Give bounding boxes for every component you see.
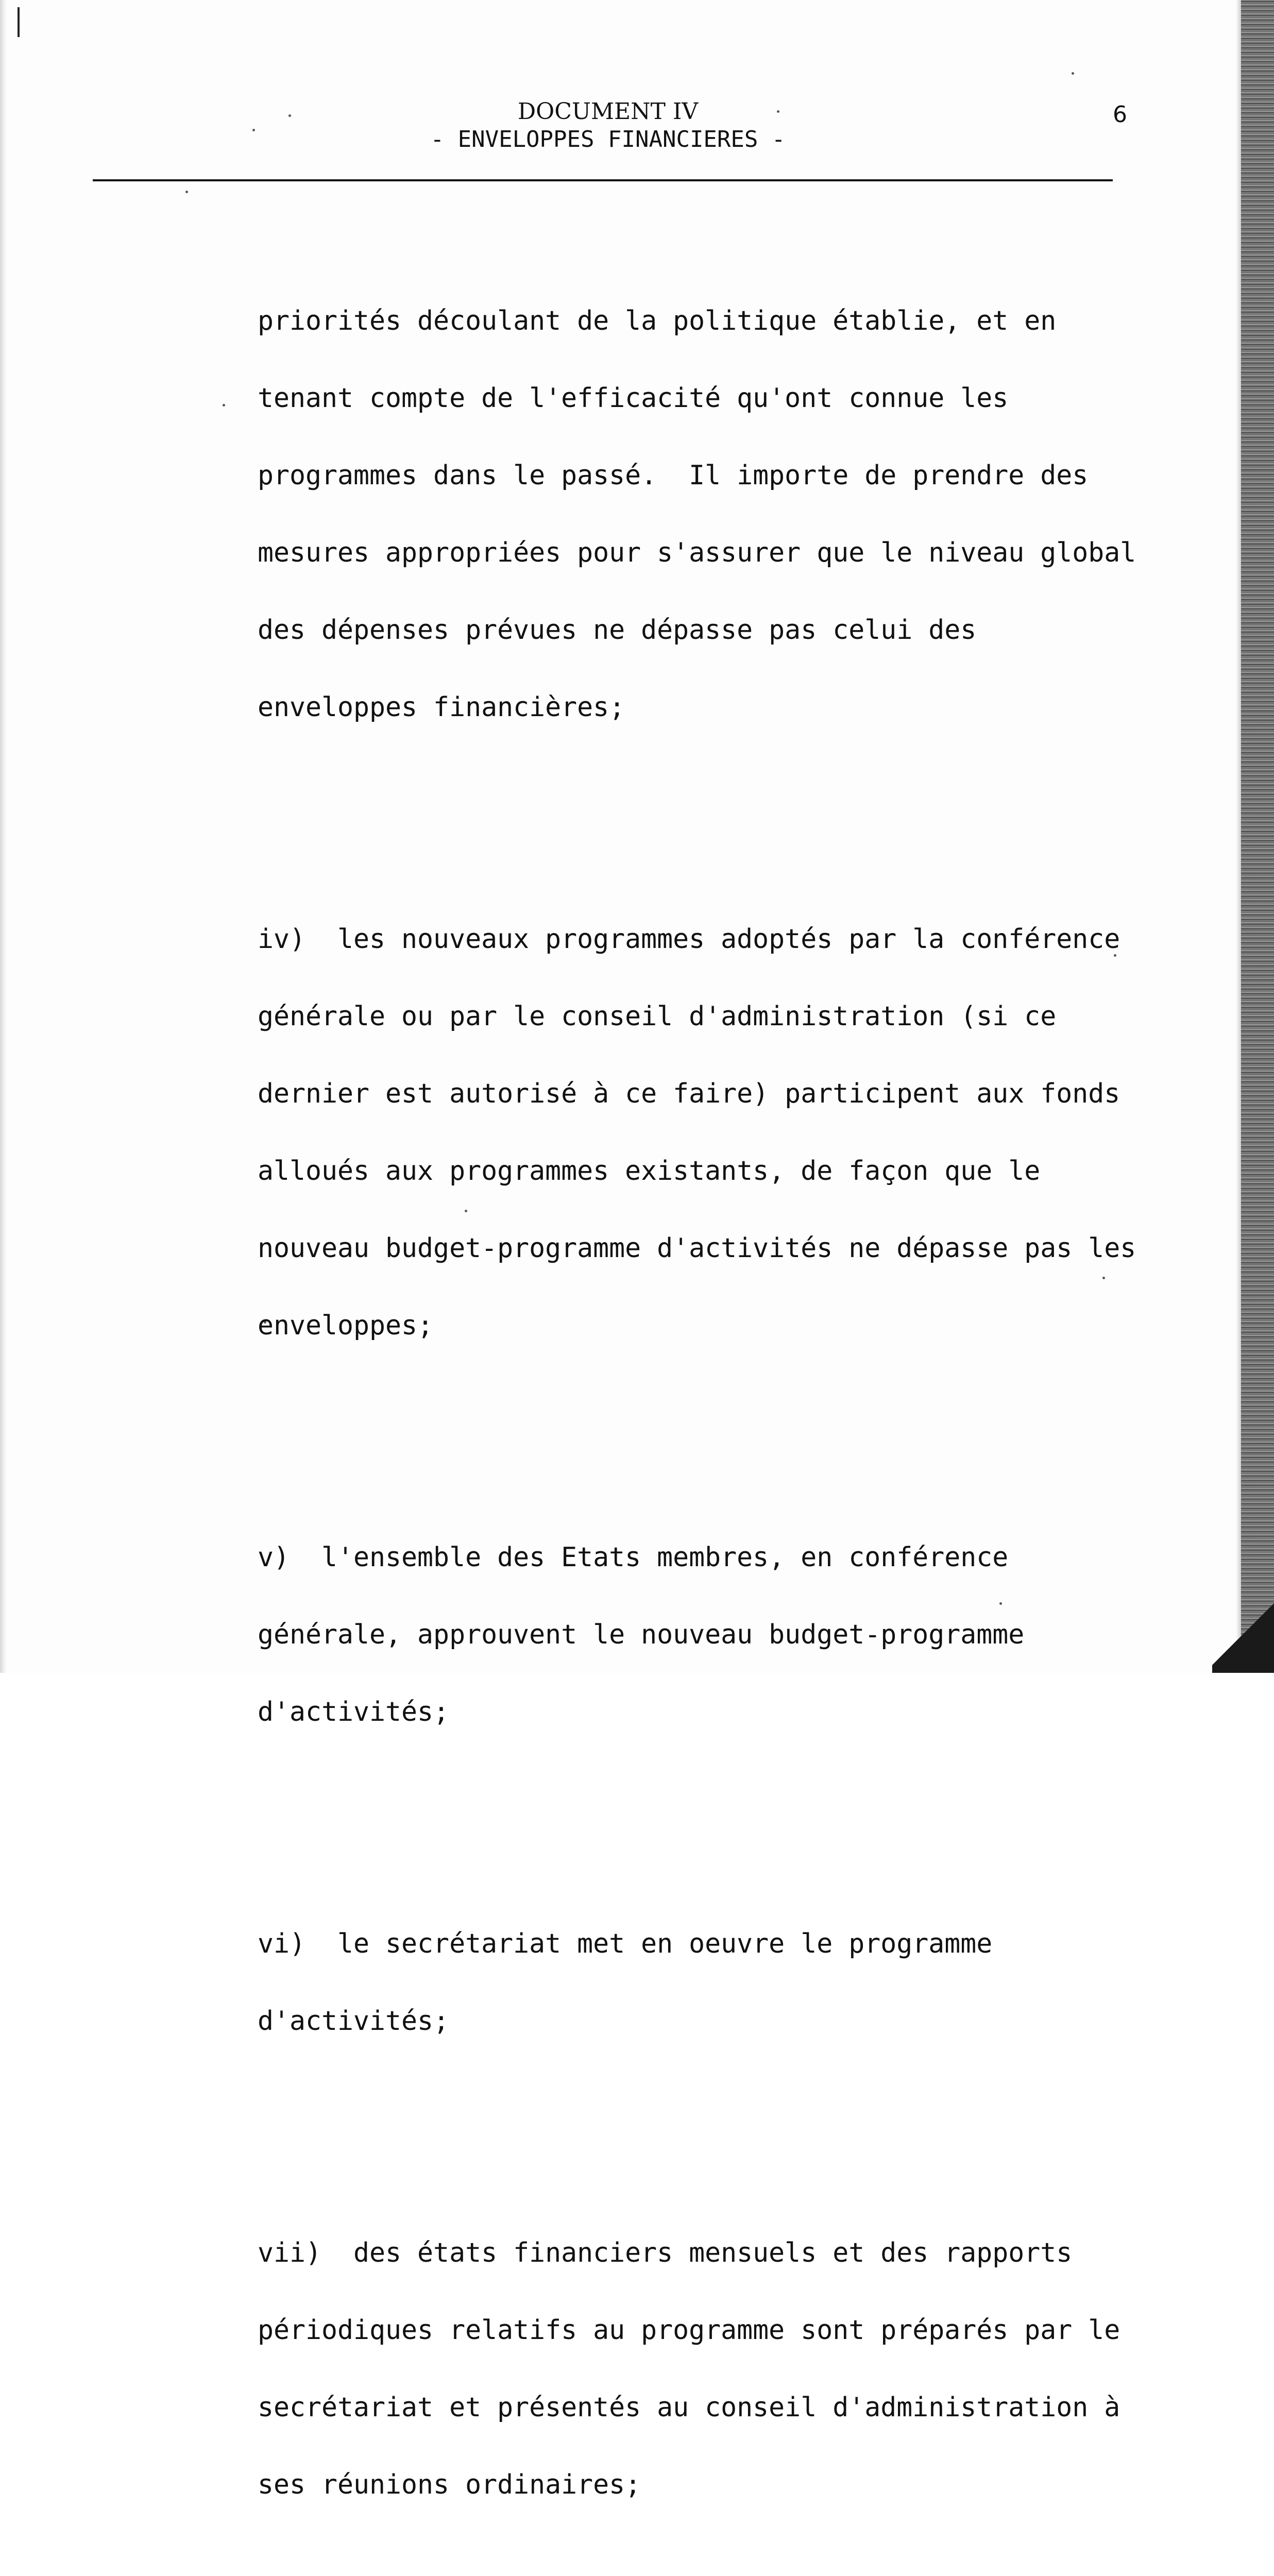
document-title: DOCUMENT IV: [517, 98, 699, 125]
scan-corner-fold: [1212, 1596, 1274, 1673]
text-line: priorités découlant de la politique établie, et en: [258, 306, 1057, 336]
text-line: iv) les nouveaux programmes adoptés par la conférence: [258, 924, 1120, 955]
scan-right-shadow: [1236, 0, 1241, 1673]
paragraph-item-vii: [258, 2189, 1144, 2549]
scan-speck: [223, 404, 225, 406]
scan-speck: [185, 191, 188, 193]
text-line: dernier est autorisé à ce faire) participent aux fonds: [258, 1078, 1120, 1109]
text-line: vii) des états financiers mensuels et des rapports: [258, 2238, 1073, 2268]
text-line: enveloppes financières;: [258, 692, 625, 723]
text-line: générale, approuvent le nouveau budget-programme: [258, 1619, 1025, 1650]
text-line: générale ou par le conseil d'administration (si ce: [258, 1001, 1057, 1032]
text-line: programmes dans le passé. Il importe de prendre des: [258, 460, 1089, 491]
text-line: mesures appropriées pour s'assurer que le niveau global: [258, 537, 1136, 568]
text-line: périodiques relatifs au programme sont préparés par le: [258, 2315, 1120, 2346]
text-line: des dépenses prévues ne dépasse pas celui des: [258, 615, 977, 646]
scan-right-edge: [1241, 0, 1274, 1673]
document-body: [258, 205, 1144, 2576]
paragraph-item-iv: [258, 875, 1144, 1390]
text-line: secrétariat et présentés au conseil d'administration à: [258, 2392, 1120, 2423]
paragraph-item-vi: [258, 1879, 1144, 2086]
text-line: vi) le secrétariat met en oeuvre le programme: [258, 1928, 993, 1959]
text-line: alloués aux programmes existants, de façon que le: [258, 1156, 1041, 1187]
text-line: ses réunions ordinaires;: [258, 2469, 641, 2500]
text-line: tenant compte de l'efficacité qu'ont connue les: [258, 383, 1009, 414]
header-divider: [93, 179, 1113, 181]
paragraph-item-v: [258, 1493, 1144, 1776]
page-number: 6: [1113, 101, 1127, 128]
scan-left-mark: [18, 7, 20, 37]
scan-speck: [1072, 72, 1074, 75]
text-line: v) l'ensemble des Etats membres, en conférence: [258, 1542, 1009, 1573]
text-line: enveloppes;: [258, 1310, 434, 1341]
text-line: d'activités;: [258, 1697, 450, 1727]
document-subtitle: - ENVELOPPES FINANCIERES -: [430, 126, 786, 152]
scan-left-edge: [0, 0, 7, 1673]
text-line: d'activités;: [258, 2006, 450, 2037]
document-header: [93, 98, 1123, 154]
paragraph-continuation: [258, 257, 1144, 772]
text-line: nouveau budget-programme d'activités ne dépasse pas les: [258, 1233, 1136, 1264]
